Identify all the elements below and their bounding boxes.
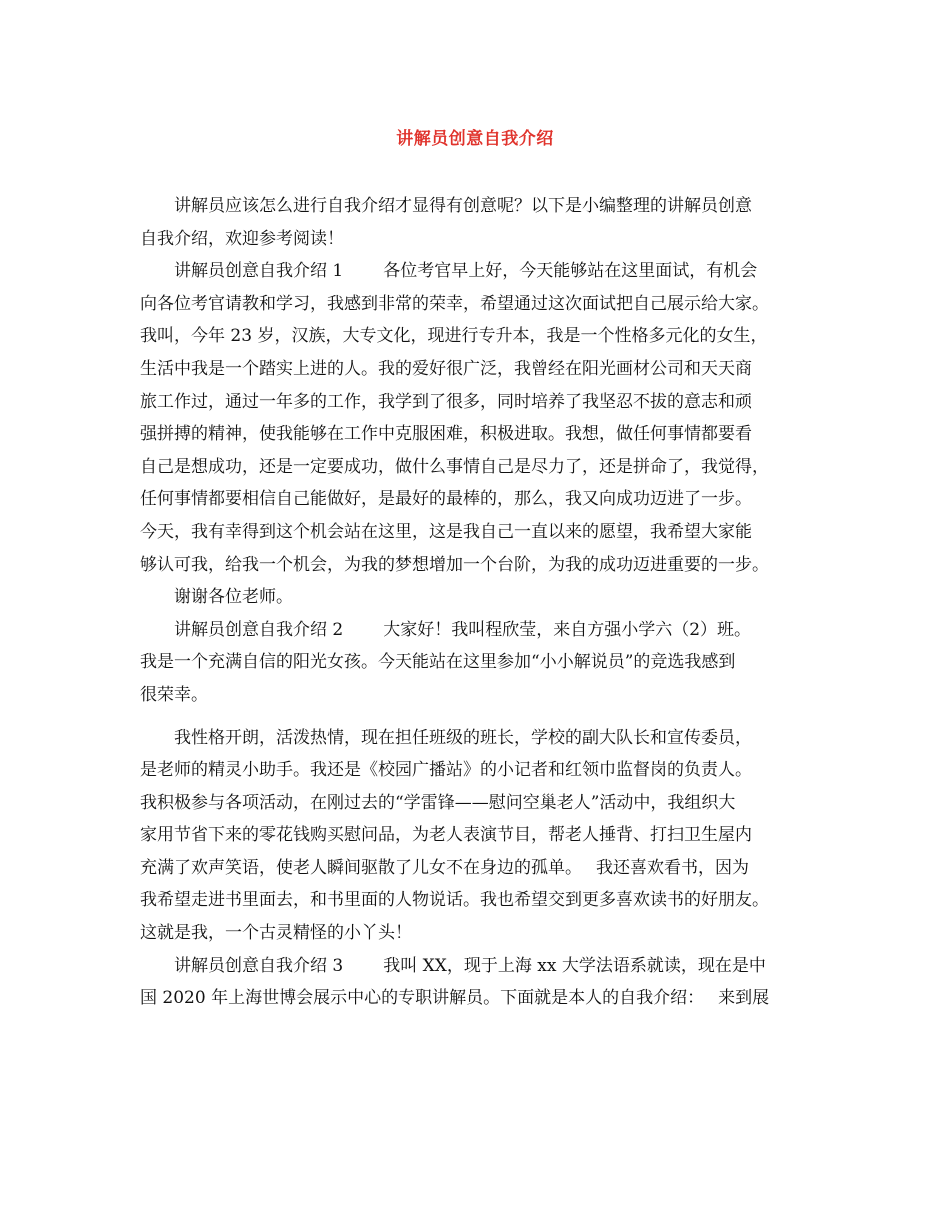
intro-line-1: 讲解员应该怎么进行自我介绍才显得有创意呢？以下是小编整理的讲解员创意 — [174, 196, 752, 216]
section-1-heading: 讲解员创意自我介绍 1 — [174, 261, 344, 282]
section-2-para-2-line-1: 我性格开朗，活泼热情，现在担任班级的班长，学校的副大队长和宣传委员， — [174, 727, 752, 748]
section-2-para-2-line-3: 我积极参与各项活动，在刚过去的“学雷锋——慰问空巢老人”活动中，我组织大 — [140, 792, 736, 813]
section-2-para-2-line-5 — [140, 852, 820, 885]
section-1-first-line — [140, 255, 820, 288]
section-1-line-7: 自己是想成功，还是一定要成功，做什么事情自己是尽力了，还是拼命了，我觉得， — [140, 456, 769, 477]
section-1-line-10: 够认可我，给我一个机会，为我的梦想增加一个台阶，为我的成功迈进重要的一步。 — [140, 554, 769, 575]
section-2-para-2-line-4: 家用节省下来的零花钱购买慰问品，为老人表演节目，帮老人捶背、打扫卫生屋内 — [140, 825, 752, 846]
section-3-line-2-a: 国 2020 年上海世博会展示中心的专职讲解员。下面就是本人的自我介绍： — [140, 988, 705, 1009]
document-title: 讲解员创意自我介绍 — [396, 129, 554, 149]
section-2-line-2: 我是一个充满自信的阳光女孩。今天能站在这里参加“小小解说员”的竞选我感到 — [140, 652, 736, 673]
section-2-para-2-line-5-b: 我还喜欢看书，因为 — [596, 857, 749, 878]
section-1-line-4: 生活中我是一个踏实上进的人。我的爱好很广泛，我曾经在阳光画材公司和天天商 — [140, 358, 752, 379]
section-3-heading: 讲解员创意自我介绍 3 — [174, 955, 344, 976]
section-1-line-8: 任何事情都要相信自己能做好，是最好的最棒的，那么，我又向成功迈进了一步。 — [140, 489, 752, 510]
section-1-line-2: 向各位考官请教和学习，我感到非常的荣幸，希望通过这次面试把自己展示给大家。 — [140, 293, 769, 314]
section-2-first-line — [140, 614, 820, 647]
section-1-line-3: 我叫，今年 23 岁，汉族，大专文化，现进行专升本，我是一个性格多元化的女生， — [140, 326, 768, 347]
intro-line-2: 自我介绍，欢迎参考阅读！ — [140, 228, 344, 249]
section-3-first-line — [140, 950, 820, 983]
section-1-line-6: 强拼搏的精神，使我能够在工作中克服困难，积极进取。我想，做任何事情都要看 — [140, 424, 752, 445]
section-3-line-2-b: 来到展 — [718, 988, 770, 1009]
document-body — [140, 190, 820, 1015]
section-2-line-1-text: 大家好！我叫程欣莹，来自方强小学六（2）班。 — [383, 619, 752, 640]
section-1-line-9: 今天，我有幸得到这个机会站在这里，这是我自己一直以来的愿望，我希望大家能 — [140, 521, 752, 542]
section-1-line-1-text: 各位考官早上好，今天能够站在这里面试，有机会 — [383, 261, 758, 282]
section-2-line-3: 很荣幸。 — [140, 684, 208, 705]
section-1-line-5: 旅工作过，通过一年多的工作，我学到了很多，同时培养了我坚忍不拔的意志和顽 — [140, 391, 752, 412]
section-2-para-2-line-6: 我希望走进书里面去，和书里面的人物说话。我也希望交到更多喜欢读书的好朋友。 — [140, 890, 769, 911]
section-2-para-2-line-7: 这就是我，一个古灵精怪的小丫头！ — [140, 923, 412, 944]
section-2-para-2-line-5-a: 充满了欢声笑语，使老人瞬间驱散了儿女不在身边的孤单。 — [140, 857, 582, 878]
section-3-line-2 — [140, 982, 820, 1015]
section-3-line-1-text: 我叫 XX，现于上海 xx 大学法语系就读，现在是中 — [383, 955, 766, 976]
section-1-thanks: 谢谢各位老师。 — [174, 587, 293, 608]
section-2-para-2-line-2: 是老师的精灵小助手。我还是《校园广播站》的小记者和红领巾监督岗的负责人。 — [140, 760, 752, 781]
section-2-heading: 讲解员创意自我介绍 2 — [174, 619, 344, 640]
